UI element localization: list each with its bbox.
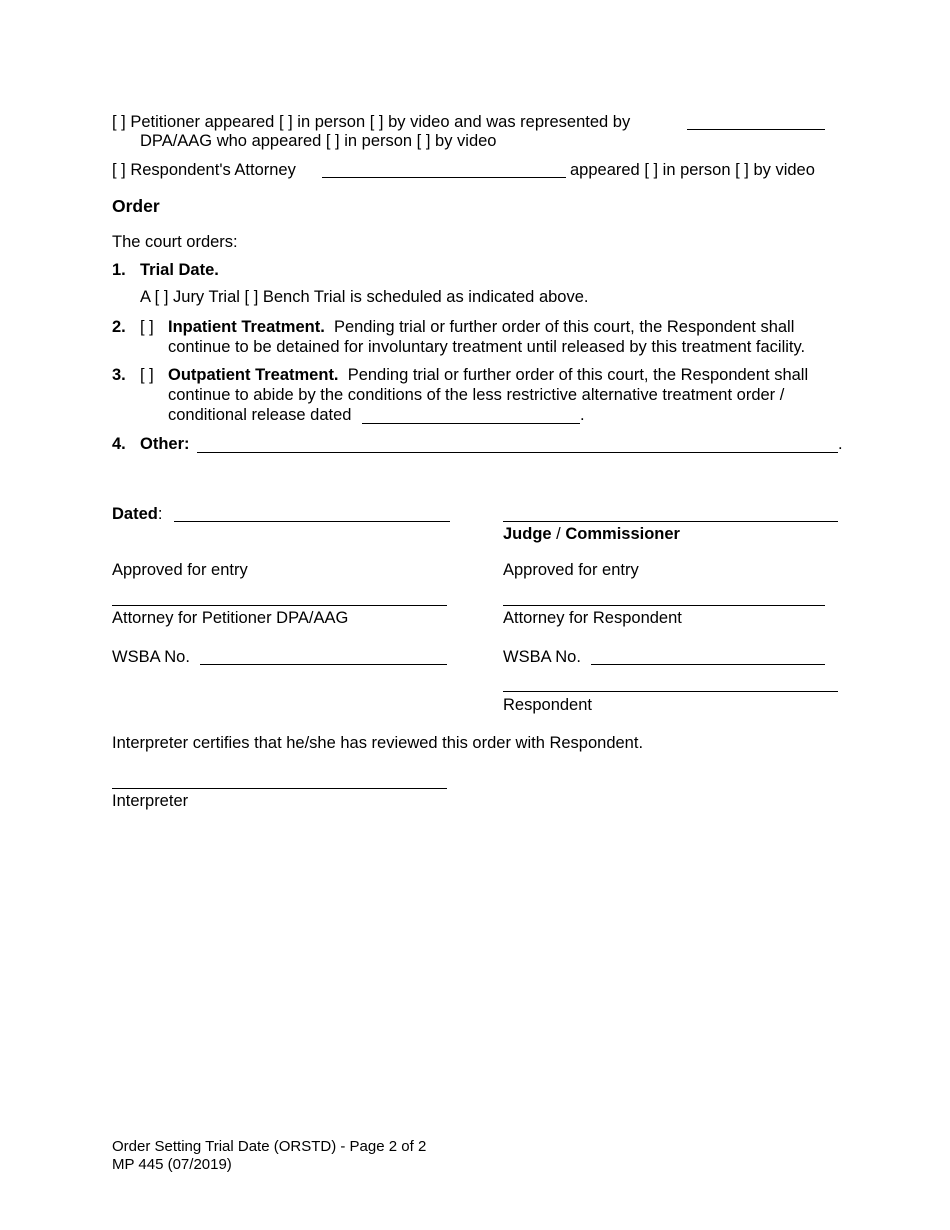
dated-label-text: Dated <box>112 505 158 523</box>
interpreter-statement: Interpreter certifies that he/she has reviewed this order with Respondent. <box>112 734 644 752</box>
judge-label <box>503 525 680 544</box>
respondent-attorney-label: [ ] Respondent's Attorney <box>112 161 296 179</box>
item-1-body: A [ ] Jury Trial [ ] Bench Trial is scheduled as indicated above. <box>140 288 589 306</box>
petitioner-appearance-line2: DPA/AAG who appeared [ ] in person [ ] by video <box>140 132 497 150</box>
approved-right: Approved for entry <box>503 561 639 579</box>
commissioner-label-text: Commissioner <box>565 525 680 543</box>
wsba-right-label: WSBA No. <box>503 648 581 666</box>
footer-page-info: Order Setting Trial Date (ORSTD) - Page 2 of 2 <box>112 1138 427 1155</box>
item-2-title: Inpatient Treatment. <box>168 318 325 336</box>
order-intro: The court orders: <box>112 233 238 251</box>
other-blank[interactable] <box>197 452 838 453</box>
item-2-body-line2: continue to be detained for involuntary treatment until released by this treatment facility. <box>168 338 806 356</box>
wsba-left-blank[interactable] <box>200 664 447 665</box>
dated-blank[interactable] <box>174 521 450 522</box>
item-3-text <box>168 366 808 385</box>
wsba-right-blank[interactable] <box>591 664 825 665</box>
respondent-attorney-signature-line[interactable] <box>503 605 825 606</box>
dated-label <box>112 505 162 524</box>
conditional-release-date-blank[interactable] <box>362 423 580 424</box>
item-3-period: . <box>580 406 585 424</box>
petitioner-representative-blank[interactable] <box>687 129 825 130</box>
respondent-signature-line[interactable] <box>503 691 838 692</box>
item-3-body-line3: conditional release dated <box>168 406 352 424</box>
order-heading: Order <box>112 196 160 216</box>
attorney-respondent-label: Attorney for Respondent <box>503 609 682 627</box>
item-3-checkbox[interactable]: [ ] <box>140 366 154 384</box>
item-2-text <box>168 318 794 337</box>
judge-signature-line[interactable] <box>503 521 838 522</box>
item-3-body-line2: continue to abide by the conditions of the less restrictive alternative treatment order / <box>168 386 785 404</box>
item-2-body-line1: Pending trial or further order of this court, the Respondent shall <box>333 318 795 336</box>
item-2-checkbox[interactable]: [ ] <box>140 318 154 336</box>
attorney-petitioner-label: Attorney for Petitioner DPA/AAG <box>112 609 349 627</box>
item-1-number: 1. <box>112 261 126 279</box>
approved-left: Approved for entry <box>112 561 248 579</box>
footer-form-number: MP 445 (07/2019) <box>112 1156 232 1173</box>
item-2-number: 2. <box>112 318 126 336</box>
petitioner-attorney-signature-line[interactable] <box>112 605 447 606</box>
petitioner-appearance-line1: [ ] Petitioner appeared [ ] in person [ ] by video and was represented by <box>112 113 631 131</box>
respondent-label: Respondent <box>503 696 592 714</box>
wsba-left-label: WSBA No. <box>112 648 190 666</box>
judge-label-text: Judge <box>503 525 552 543</box>
judge-label-separator: / <box>551 525 566 543</box>
dated-colon: : <box>157 505 163 523</box>
item-3-title: Outpatient Treatment. <box>168 366 339 384</box>
respondent-attorney-blank[interactable] <box>322 177 566 178</box>
item-3-body-line1: Pending trial or further order of this court, the Respondent shall <box>347 366 809 384</box>
item-3-number: 3. <box>112 366 126 384</box>
item-1-title: Trial Date. <box>140 261 219 279</box>
interpreter-signature-line[interactable] <box>112 788 447 789</box>
interpreter-label: Interpreter <box>112 792 189 810</box>
item-4-period: . <box>838 435 843 453</box>
item-4-title: Other: <box>140 435 190 453</box>
item-4-number: 4. <box>112 435 126 453</box>
respondent-attorney-appearance: appeared [ ] in person [ ] by video <box>570 161 815 179</box>
